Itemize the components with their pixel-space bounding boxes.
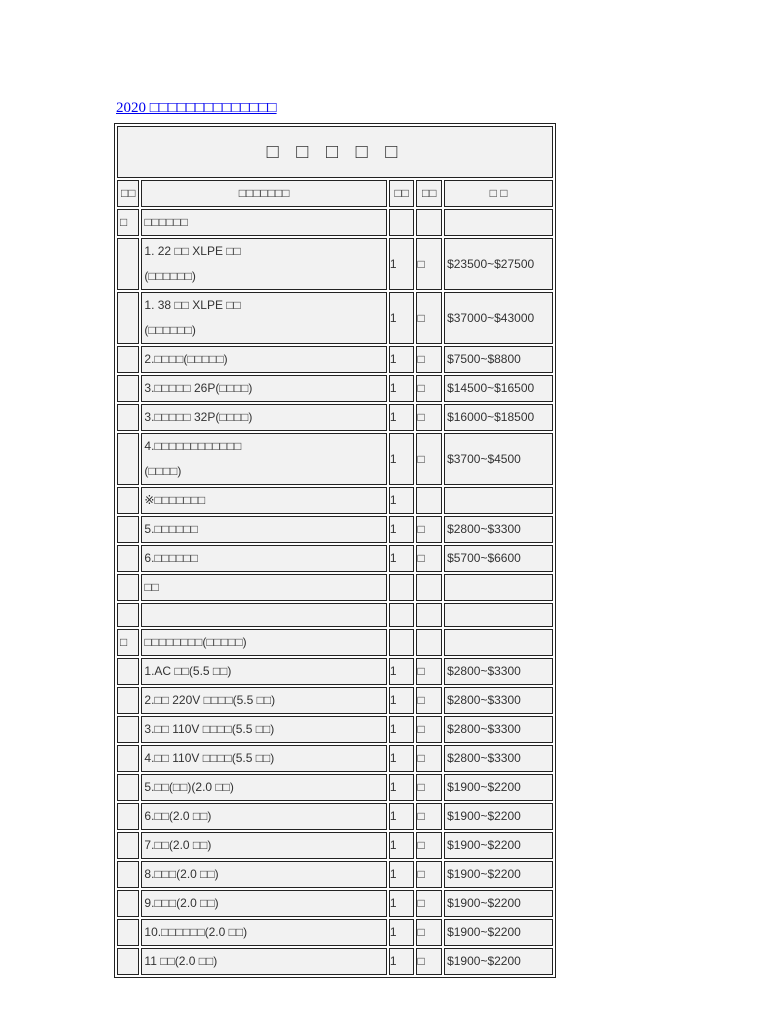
cell-qty: 1 (389, 774, 415, 801)
cell-item: 6.□□□□□□ (141, 545, 386, 572)
cell-unit: □ (416, 803, 442, 830)
cell-price: $2800~$3300 (444, 716, 553, 743)
table-row (117, 487, 553, 514)
cell-qty: 1 (389, 745, 415, 772)
cell-no (117, 687, 139, 714)
cell-no (117, 745, 139, 772)
header-unit: □□ (416, 180, 442, 207)
cell-qty: 1 (389, 404, 415, 431)
cell-qty: 1 (389, 658, 415, 685)
cell-item: 3.□□ 110V □□□□(5.5 □□) (141, 716, 386, 743)
cell-price (444, 209, 553, 236)
cell-unit: □ (416, 716, 442, 743)
cell-item (141, 238, 386, 290)
table-row (117, 238, 553, 290)
cell-price: $2800~$3300 (444, 687, 553, 714)
cell-no (117, 603, 139, 627)
cell-price: $3700~$4500 (444, 433, 553, 485)
cell-price: $1900~$2200 (444, 861, 553, 888)
cell-item: ※□□□□□□□ (141, 487, 386, 514)
cell-no (117, 433, 139, 485)
cell-qty: 1 (389, 890, 415, 917)
cell-unit: □ (416, 687, 442, 714)
cell-qty: 1 (389, 716, 415, 743)
cell-item: 2.□□ 220V □□□□(5.5 □□) (141, 687, 386, 714)
table-row (117, 890, 553, 917)
cell-item: 7.□□(2.0 □□) (141, 832, 386, 859)
cell-price: $1900~$2200 (444, 832, 553, 859)
cell-no (117, 890, 139, 917)
cell-price (444, 574, 553, 601)
table-row (117, 919, 553, 946)
header-price: □ □ (444, 180, 553, 207)
cell-qty: 1 (389, 919, 415, 946)
cell-item: 9.□□□(2.0 □□) (141, 890, 386, 917)
cell-item: 3.□□□□□ 26P(□□□□) (141, 375, 386, 402)
cell-price: $1900~$2200 (444, 890, 553, 917)
cell-price: $14500~$16500 (444, 375, 553, 402)
cell-qty (389, 209, 415, 236)
table-row (117, 433, 553, 485)
cell-no (117, 516, 139, 543)
cell-no (117, 919, 139, 946)
cell-no (117, 832, 139, 859)
cell-item (141, 603, 386, 627)
table-row (117, 629, 553, 656)
cell-item: 8.□□□(2.0 □□) (141, 861, 386, 888)
cell-no: □ (117, 209, 139, 236)
cell-no (117, 292, 139, 344)
cell-unit (416, 629, 442, 656)
cell-item: □□□□□□□□(□□□□□) (141, 629, 386, 656)
table-row (117, 603, 553, 627)
table-row (117, 346, 553, 373)
table-row (117, 209, 553, 236)
cell-item: 11 □□(2.0 □□) (141, 948, 386, 975)
cell-qty: 1 (389, 487, 415, 514)
cell-price: $37000~$43000 (444, 292, 553, 344)
cell-unit (416, 603, 442, 627)
cell-item: □□ (141, 574, 386, 601)
cell-item: 5.□□□□□□ (141, 516, 386, 543)
table-row (117, 745, 553, 772)
cell-no (117, 948, 139, 975)
cell-no (117, 574, 139, 601)
cell-price: $7500~$8800 (444, 346, 553, 373)
cell-item: 3.□□□□□ 32P(□□□□) (141, 404, 386, 431)
cell-item-line: (□□□□□□) (144, 269, 196, 283)
cell-unit: □ (416, 516, 442, 543)
cell-unit: □ (416, 238, 442, 290)
cell-qty: 1 (389, 346, 415, 373)
cell-item: 5.□□(□□)(2.0 □□) (141, 774, 386, 801)
cell-no (117, 545, 139, 572)
cell-price: $2800~$3300 (444, 516, 553, 543)
cell-qty: 1 (389, 375, 415, 402)
cell-qty (389, 574, 415, 601)
cell-item-line: (□□□□□□) (144, 323, 196, 337)
table-row (117, 574, 553, 601)
cell-unit (416, 209, 442, 236)
cell-qty (389, 629, 415, 656)
cell-item (141, 292, 386, 344)
cell-price: $5700~$6600 (444, 545, 553, 572)
cell-price (444, 629, 553, 656)
cell-unit: □ (416, 433, 442, 485)
cell-no (117, 658, 139, 685)
cell-price: $1900~$2200 (444, 948, 553, 975)
cell-item: 6.□□(2.0 □□) (141, 803, 386, 830)
table-row (117, 687, 553, 714)
table-row (117, 861, 553, 888)
cell-price: $1900~$2200 (444, 919, 553, 946)
cell-price: $23500~$27500 (444, 238, 553, 290)
cell-no (117, 375, 139, 402)
cell-unit (416, 574, 442, 601)
cell-item: 4.□□ 110V □□□□(5.5 □□) (141, 745, 386, 772)
cell-price (444, 487, 553, 514)
cell-qty: 1 (389, 803, 415, 830)
cell-no (117, 404, 139, 431)
table-row (117, 516, 553, 543)
cell-unit: □ (416, 404, 442, 431)
table-title: □ □ □ □ □ (117, 126, 553, 178)
cell-unit: □ (416, 375, 442, 402)
cell-qty: 1 (389, 687, 415, 714)
cell-qty: 1 (389, 433, 415, 485)
cell-price: $16000~$18500 (444, 404, 553, 431)
cell-item-line: 4.□□□□□□□□□□□□ (144, 439, 242, 453)
cell-item: 2.□□□□(□□□□□) (141, 346, 386, 373)
cell-qty: 1 (389, 238, 415, 290)
cell-price: $2800~$3300 (444, 745, 553, 772)
cell-unit: □ (416, 832, 442, 859)
cell-unit: □ (416, 948, 442, 975)
cell-no (117, 774, 139, 801)
cell-unit: □ (416, 745, 442, 772)
table-row (117, 716, 553, 743)
cell-item: 10.□□□□□□(2.0 □□) (141, 919, 386, 946)
table-row (117, 292, 553, 344)
cell-qty: 1 (389, 292, 415, 344)
table-row (117, 658, 553, 685)
cell-item (141, 433, 386, 485)
cell-qty (389, 603, 415, 627)
cell-qty: 1 (389, 948, 415, 975)
table-row (117, 545, 553, 572)
cell-qty: 1 (389, 832, 415, 859)
cell-price: $1900~$2200 (444, 774, 553, 801)
table-row (117, 404, 553, 431)
cell-unit: □ (416, 658, 442, 685)
document-title-link[interactable]: 2020 □□□□□□□□□□□□□□ (116, 100, 277, 116)
cell-unit: □ (416, 292, 442, 344)
cell-unit: □ (416, 919, 442, 946)
cell-qty: 1 (389, 545, 415, 572)
cell-no (117, 861, 139, 888)
cell-price: $2800~$3300 (444, 658, 553, 685)
cell-item-line: 1. 38 □□ XLPE □□ (144, 298, 241, 312)
table-title-row (117, 126, 553, 178)
cell-no (117, 716, 139, 743)
cell-no (117, 238, 139, 290)
cell-unit: □ (416, 861, 442, 888)
cell-unit: □ (416, 890, 442, 917)
cell-price (444, 603, 553, 627)
cell-unit (416, 487, 442, 514)
cell-unit: □ (416, 346, 442, 373)
cell-no (117, 346, 139, 373)
header-no: □□ (117, 180, 139, 207)
cell-item: □□□□□□ (141, 209, 386, 236)
cell-item: 1.AC □□(5.5 □□) (141, 658, 386, 685)
table-row (117, 375, 553, 402)
cell-no: □ (117, 629, 139, 656)
table-row (117, 832, 553, 859)
cell-unit: □ (416, 774, 442, 801)
price-table (114, 123, 556, 978)
cell-qty: 1 (389, 861, 415, 888)
table-row (117, 803, 553, 830)
cell-item-line: 1. 22 □□ XLPE □□ (144, 244, 241, 258)
header-qty: □□ (389, 180, 415, 207)
cell-unit: □ (416, 545, 442, 572)
cell-no (117, 487, 139, 514)
cell-price: $1900~$2200 (444, 803, 553, 830)
table-header-row (117, 180, 553, 207)
cell-no (117, 803, 139, 830)
cell-item-line: (□□□□) (144, 464, 182, 478)
cell-qty: 1 (389, 516, 415, 543)
header-item: □□□□□□□ (141, 180, 386, 207)
table-row (117, 948, 553, 975)
table-row (117, 774, 553, 801)
